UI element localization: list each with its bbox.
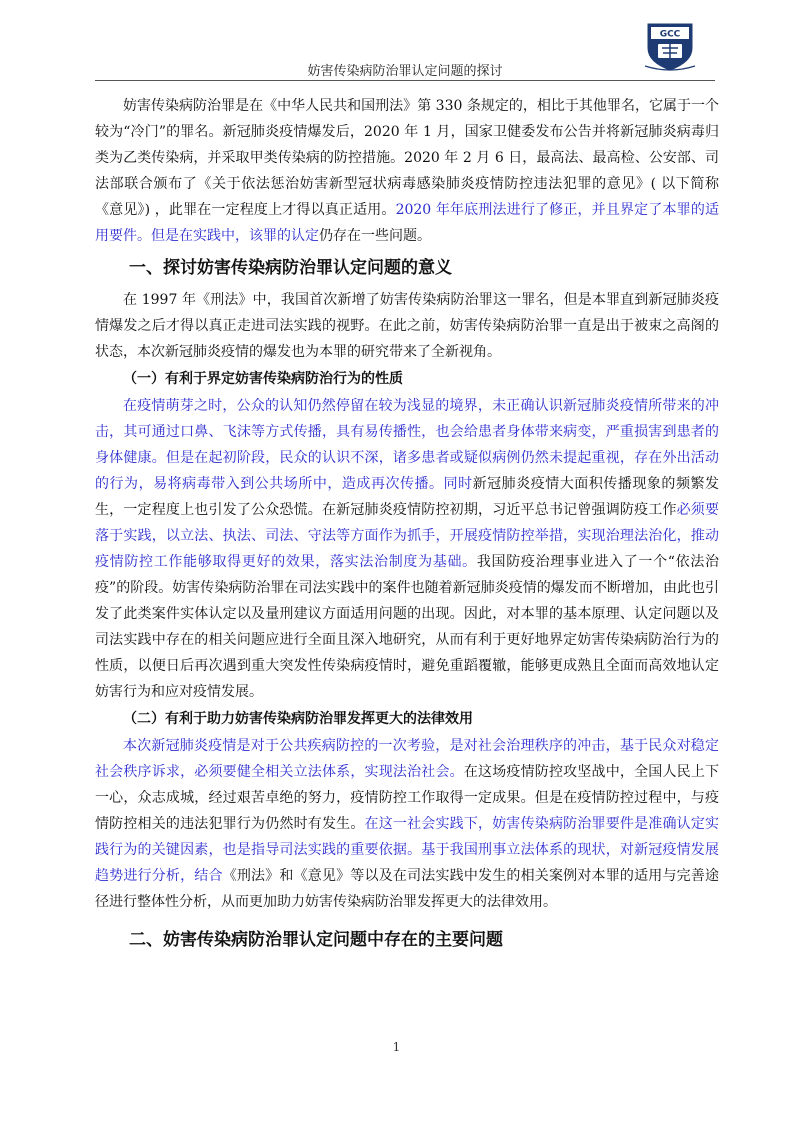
subsection2-paragraph (95, 733, 719, 915)
intro-text: 妨害传染病防治罪是在《中华人民共和国刑法》第 330 条规定的，相比于其他罪名，它属于一个较为“冷门”的罪名。新冠肺炎疫情爆发后，2020 年 1 月，国家卫健委发布公告并将新冠肺炎病毒归类为乙类传染病，并采取甲类传染病的防控措施。2020 年 2 月 6 日，最高法、最高检、公安部、司法部联合颁布了《关于依法惩治妨害新型冠状病毒感染肺炎疫情防控违法犯罪的意见》( 以下简称《意见》) ，此罪在一定程度上才得以真正适用。 (95, 98, 719, 218)
section1-heading: 一、探讨妨害传染病防治罪认定问题的意义 (129, 258, 452, 278)
section2-heading: 二、妨害传染病防治罪认定问题中存在的主要问题 (129, 930, 503, 950)
page-header (95, 22, 715, 82)
document-body (95, 93, 719, 959)
section1-paragraph: 在 1997 年《刑法》中，我国首次新增了妨害传染病防治罪这一罪名，但是本罪直到新冠肺炎疫情爆发之后才得以真正走进司法实践的视野。在此之前，妨害传染病防治罪一直是出于被束之高阁的状态，本次新冠肺炎疫情的爆发也为本罪的研究带来了全新视角。 (95, 292, 719, 360)
sub2-text-1: 在这场疫情防控攻坚战中，全国人民上下一心，众志成城，经过艰苦卓绝的努力，疫情防控工作取得一定成果。但是在疫情防控过程中，与疫情防控相关的违法犯罪行为仍然时有发生。 (95, 764, 720, 832)
sub2-highlight-2: 在这一社会实践下，妨害传染病防治罪要件是准确认定实践行为的关键因素，也是指导司法实践的重要依据。基于我国刑事立法体系的现状，对新冠疫情发展趋势进行分析，结合 (95, 816, 720, 884)
sub2-highlight-1: 本次新冠肺炎疫情是对于公共疾病防控的一次考验，是对社会治理秩序的冲击，基于民众对稳定社会秩序诉求，必须要健全相关立法体系，实现法治社会。 (95, 738, 719, 780)
sub1-text-2: 我国防疫治理事业进入了一个“依法治疫”的阶段。妨害传染病防治罪在司法实践中的案件也随着新冠肺炎疫情的爆发而不断增加，由此也引发了此类案件实体认定以及量刑建议方面适用问题的出现。因此，对本罪的基本原理、认定问题以及司法实践中存在的相关问题应进行全面且深入地研究，从而有利于更好地界定妨害传染病防治行为的性质，以便日后再次遇到重大突发性传染病疫情时，避免重蹈覆辙，能够更成熟且全面而高效地认定妨害行为和应对疫情发展。 (95, 554, 720, 700)
subsection2-heading: （二）有利于助力妨害传染病防治罪发挥更大的法律效用 (123, 711, 473, 727)
intro-text-end: 仍存在一些问题。 (319, 228, 431, 244)
sub1-highlight-1: 在疫情萌芽之时，公众的认知仍然停留在较为浅显的境界，未正确认识新冠肺炎疫情所带来的冲击，其可通过口鼻、飞沫等方式传播，具有易传播性，也会给患者身体带来病变，严重损害到患者的身体健康。但是在起初阶段，民众的认识不深，诸多患者或疑似病例仍然未提起重视，存在外出活动的行为，易将病毒带入到公共场所中，造成再次传播。同时 (95, 398, 719, 492)
subsection1-paragraph (95, 393, 719, 705)
intro-paragraph (95, 93, 719, 249)
header-title: 妨害传染病防治罪认定问题的探讨 (307, 64, 503, 79)
subsection1-heading: （一）有利于界定妨害传染病防治行为的性质 (123, 371, 403, 387)
logo-text: GCC (659, 29, 681, 40)
header-rule (95, 80, 715, 81)
sub2-text-2: 《刑法》和《意见》等以及在司法实践中发生的相关案例对本罪的适用与完善途径进行整体性分析，从而更加助力妨害传染病防治罪发挥更大的法律效用。 (95, 868, 720, 910)
gcc-logo (642, 22, 698, 72)
sub1-text-1: 新冠肺炎疫情大面积传播现象的频繁发生，一定程度上也引发了公众恐慌。在新冠肺炎疫情防控初期，习近平总书记曾强调防疫工作 (95, 476, 720, 518)
page-number: 1 (392, 1040, 401, 1054)
sub1-highlight-2: 必须要落于实践，以立法、执法、司法、守法等方面作为抓手，开展疫情防控举措，实现治理法治化，推动疫情防控工作能够取得更好的效果，落实法治制度为基础。 (95, 502, 719, 570)
intro-highlight: 2020 年年底刑法进行了修正，并且界定了本罪的适用要件。但是在实践中，该罪的认定 (95, 202, 719, 244)
